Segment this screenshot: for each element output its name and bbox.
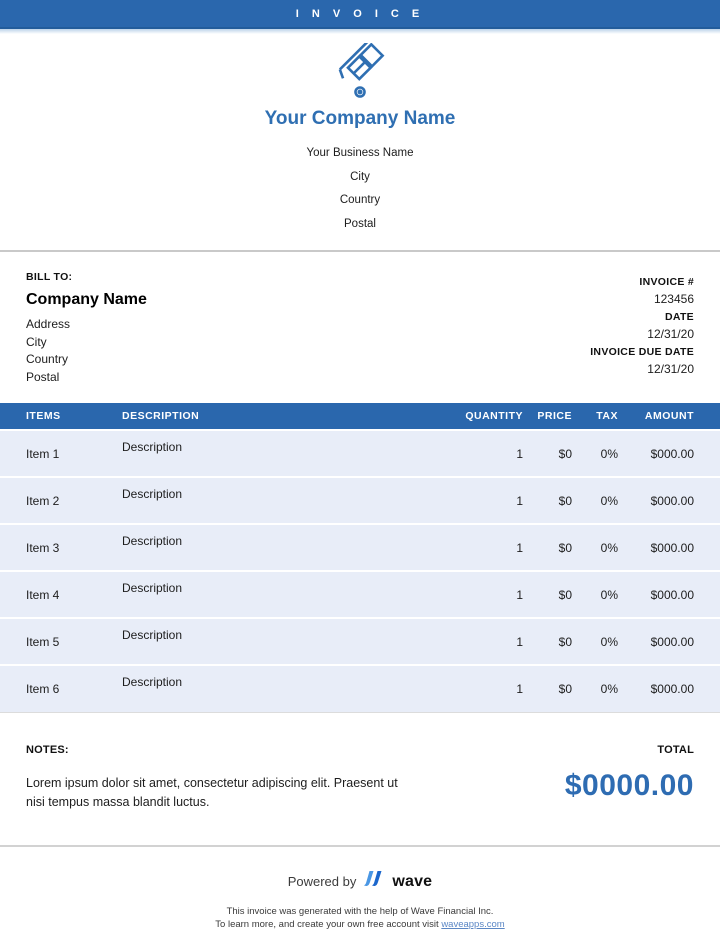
column-header-description: DESCRIPTION [96, 403, 433, 430]
invoice-date-value: 12/31/20 [647, 327, 694, 341]
cell-price: $0 [558, 634, 572, 649]
cell-description: Description [122, 675, 183, 689]
powered-by-text: Powered by [287, 874, 357, 889]
notes-label: NOTES: [26, 743, 69, 756]
table-row [0, 524, 720, 571]
column-header-amount: AMOUNT [618, 403, 720, 430]
cell-price: $0 [558, 681, 572, 696]
notes-text: Lorem ipsum dolor sit amet, consectetur adipiscing elit. Praesent ut nisi tempus massa blandit luctus. [26, 775, 398, 809]
cell-amount: $000.00 [650, 446, 694, 461]
invoice-banner-title: I N V O I C E [295, 7, 425, 20]
table-row [0, 665, 720, 712]
bill-to-postal: Postal [26, 369, 60, 384]
cell-description: Description [122, 440, 183, 454]
table-row [0, 571, 720, 618]
footer [0, 845, 720, 931]
invoice-due-date-label: INVOICE DUE DATE [590, 346, 694, 358]
bill-to-label: BILL TO: [26, 271, 73, 283]
company-header [0, 34, 720, 236]
cell-tax: 0% [600, 681, 618, 696]
company-business-name: Your Business Name [306, 147, 414, 159]
company-address-block [0, 142, 720, 236]
footer-fineprint [0, 905, 720, 931]
hand-truck-icon [329, 43, 391, 106]
cell-price: $0 [558, 446, 572, 461]
cell-quantity: 1 [516, 681, 523, 696]
bill-to-address-block [26, 316, 147, 386]
items-table-header-row [0, 403, 720, 430]
total-label: TOTAL [657, 743, 694, 756]
cell-quantity: 1 [516, 446, 523, 461]
bill-to-country: Country [26, 352, 69, 366]
cell-tax: 0% [600, 446, 618, 461]
fineprint-line2 [0, 918, 720, 931]
cell-amount: $000.00 [650, 587, 694, 602]
summary-section [0, 744, 720, 812]
cell-item: Item 2 [26, 493, 60, 508]
total-value: $0000.00 [564, 768, 694, 802]
table-row [0, 430, 720, 477]
invoice-date-label: DATE [664, 311, 694, 323]
powered-by-row [0, 847, 720, 893]
cell-quantity: 1 [516, 493, 523, 508]
cell-price: $0 [558, 540, 572, 555]
wave-logo-icon [363, 870, 385, 893]
wave-wordmark: wave [392, 872, 433, 890]
cell-item: Item 5 [26, 634, 60, 649]
column-header-price: PRICE [523, 403, 572, 430]
cell-quantity: 1 [516, 540, 523, 555]
cell-quantity: 1 [516, 587, 523, 602]
table-row [0, 477, 720, 524]
invoice-number-value: 123456 [653, 292, 694, 306]
cell-amount: $000.00 [650, 681, 694, 696]
column-header-quantity: QUANTITY [433, 403, 523, 430]
waveapps-link[interactable]: waveapps.com [441, 919, 505, 930]
invoice-banner [0, 0, 720, 29]
cell-item: Item 3 [26, 540, 60, 555]
bill-to-city: City [26, 334, 47, 349]
cell-tax: 0% [600, 540, 618, 555]
column-header-items: ITEMS [0, 403, 96, 430]
notes-block [26, 744, 416, 812]
invoice-number-label: INVOICE # [639, 276, 694, 288]
cell-item: Item 1 [26, 446, 60, 461]
company-name: Your Company Name [264, 108, 456, 129]
bill-to-company: Company Name [26, 291, 147, 308]
cell-description: Description [122, 487, 183, 501]
invoice-due-date-value: 12/31/20 [647, 362, 694, 376]
fineprint-line1: This invoice was generated with the help of Wave Financial Inc. [226, 906, 494, 917]
company-postal: Postal [344, 217, 376, 230]
cell-amount: $000.00 [650, 493, 694, 508]
cell-description: Description [122, 534, 183, 548]
cell-amount: $000.00 [650, 634, 694, 649]
cell-amount: $000.00 [650, 540, 694, 555]
cell-tax: 0% [600, 634, 618, 649]
cell-item: Item 6 [26, 681, 60, 696]
cell-tax: 0% [600, 587, 618, 602]
cell-price: $0 [558, 587, 572, 602]
table-row [0, 618, 720, 665]
invoice-meta-block [590, 271, 694, 386]
cell-item: Item 4 [26, 587, 60, 602]
bill-to-address: Address [26, 317, 71, 331]
cell-quantity: 1 [516, 634, 523, 649]
billing-section [0, 252, 720, 386]
cell-description: Description [122, 628, 183, 642]
cell-tax: 0% [600, 493, 618, 508]
cell-price: $0 [558, 493, 572, 508]
company-country: Country [339, 194, 381, 206]
items-table [0, 403, 720, 713]
bill-to-block [26, 271, 147, 386]
company-city: City [350, 170, 370, 183]
fineprint-line2-text: To learn more, and create your own free account visit [215, 919, 442, 930]
column-header-tax: TAX [572, 403, 618, 430]
total-block [565, 744, 694, 812]
cell-description: Description [122, 581, 183, 595]
